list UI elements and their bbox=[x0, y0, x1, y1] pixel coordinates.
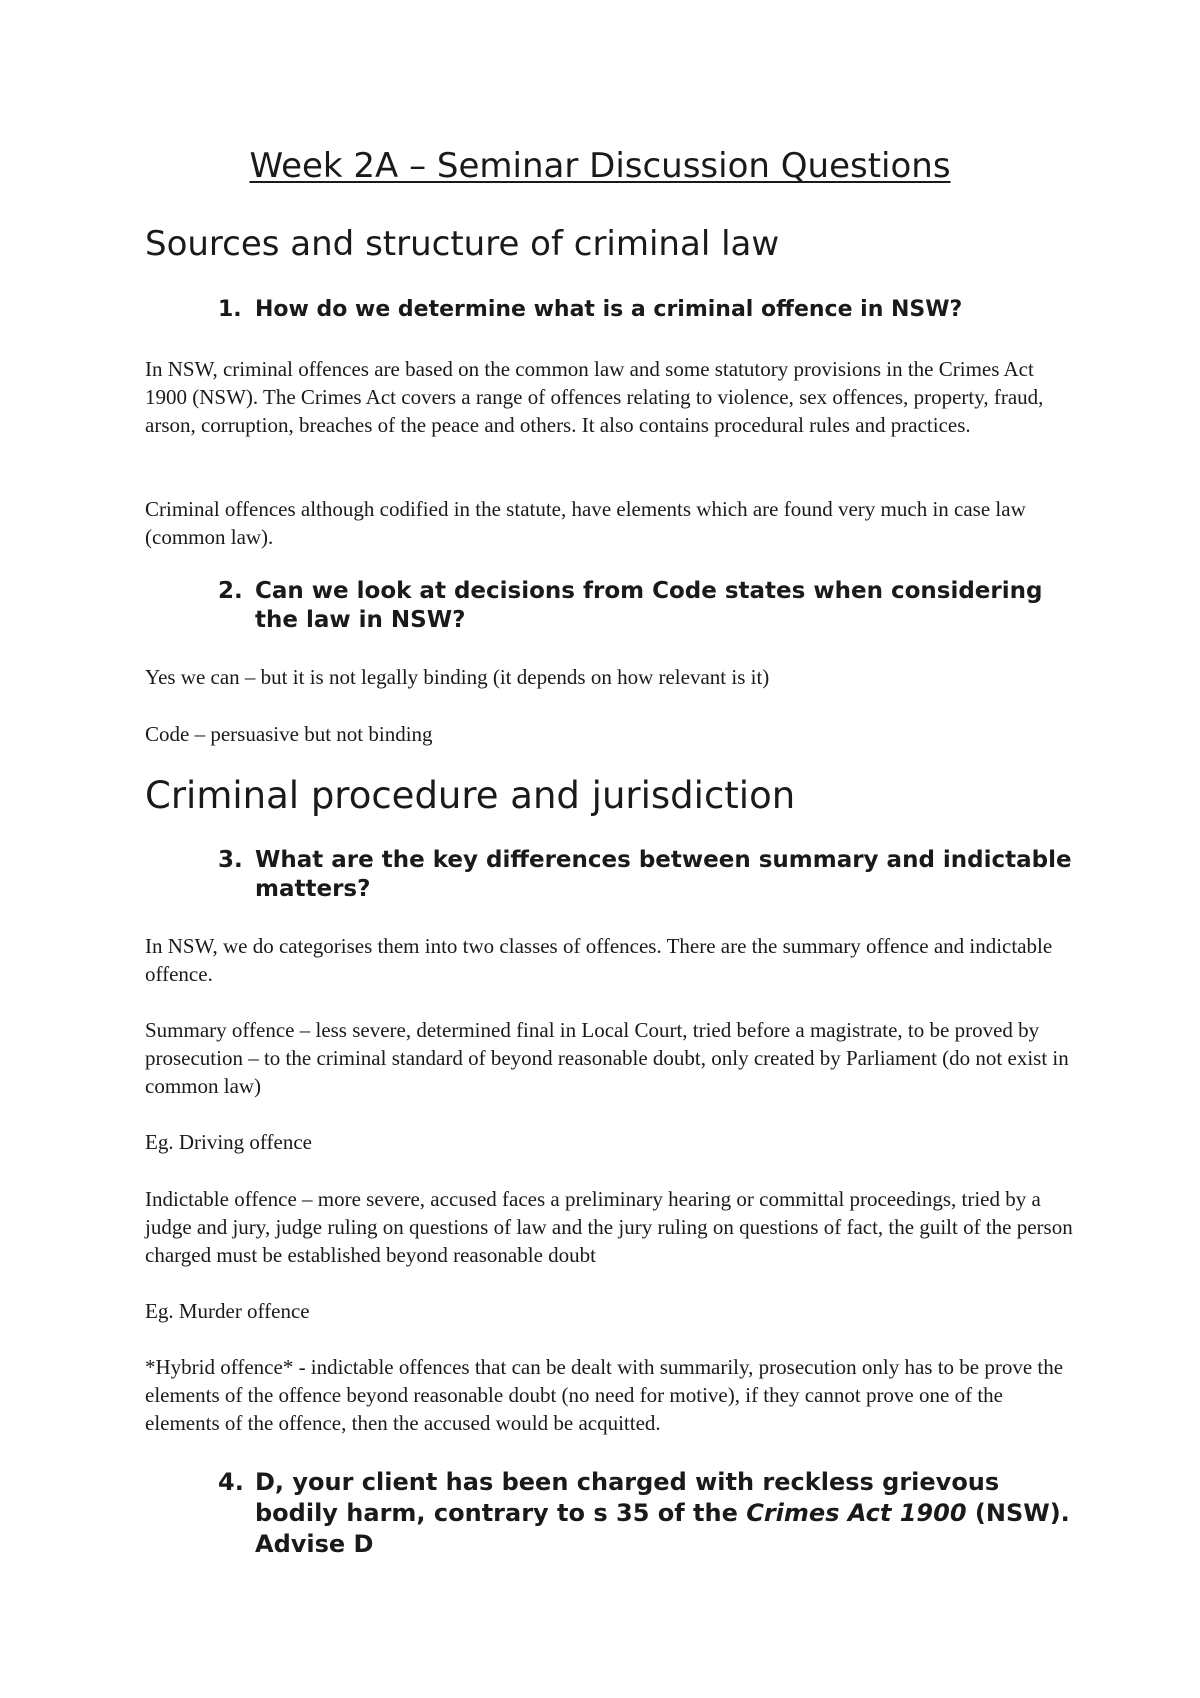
answer-paragraph: Code – persuasive but not binding bbox=[145, 722, 433, 746]
question-number: 4. bbox=[218, 1468, 244, 1496]
answer-paragraph: Criminal offences although codified in the statute, have elements which are found very much in case law (common law). bbox=[145, 497, 1026, 549]
question-text bbox=[255, 1467, 1078, 1560]
question-text: How do we determine what is a criminal offence in NSW? bbox=[255, 297, 963, 322]
question-text: Can we look at decisions from Code states when considering the law in NSW? bbox=[255, 578, 1043, 633]
section-heading-procedure: Criminal procedure and jurisdiction bbox=[145, 774, 796, 817]
question-4 bbox=[218, 1467, 1078, 1560]
question-3 bbox=[218, 846, 1078, 904]
question-1 bbox=[218, 296, 1078, 324]
page-title: Week 2A – Seminar Discussion Questions bbox=[249, 146, 951, 186]
answer-paragraph: Indictable offence – more severe, accused faces a preliminary hearing or committal proceedings, tried by a judge and jury, judge ruling on questions of law and the jury ruling on questions of fact, the guilt of the person charged must be established beyond reasonable doubt bbox=[145, 1187, 1073, 1267]
answer-paragraph: In NSW, criminal offences are based on the common law and some statutory provisions in the Crimes Act 1900 (NSW). The Crimes Act covers a range of offences relating to violence, sex offences, property, fraud, arson, corruption, breaches of the peace and others. It also contains procedural rules and practices. bbox=[145, 357, 1044, 437]
answer-paragraph: In NSW, we do categorises them into two classes of offences. There are the summary offence and indictable offence. bbox=[145, 934, 1053, 986]
answer-paragraph: Eg. Murder offence bbox=[145, 1299, 310, 1323]
question-number: 1. bbox=[218, 297, 242, 322]
question-number: 3. bbox=[218, 847, 243, 873]
question-text-after: (NSW). Advise D bbox=[255, 1499, 1070, 1558]
section-heading-sources: Sources and structure of criminal law bbox=[145, 224, 780, 264]
question-text: What are the key differences between summary and indictable matters? bbox=[255, 847, 1072, 902]
question-2 bbox=[218, 577, 1078, 635]
statute-name: Crimes Act 1900 bbox=[746, 1499, 967, 1527]
answer-paragraph: Eg. Driving offence bbox=[145, 1130, 312, 1154]
answer-paragraph: Summary offence – less severe, determined final in Local Court, tried before a magistrate, to be proved by prosecution – to the criminal standard of beyond reasonable doubt, only created by Parliament (do not exist in common law) bbox=[145, 1018, 1069, 1098]
question-number: 2. bbox=[218, 578, 243, 604]
answer-paragraph: *Hybrid offence* - indictable offences that can be dealt with summarily, prosecution only has to be prove the elements of the offence beyond reasonable doubt (no need for motive), if they cannot prove one of the elements of the offence, then the accused would be acquitted. bbox=[145, 1355, 1064, 1435]
question-text-before: D, your client has been charged with reckless grievous bodily harm, contrary to s 35 of the bbox=[255, 1468, 1000, 1527]
answer-paragraph: Yes we can – but it is not legally binding (it depends on how relevant is it) bbox=[145, 665, 770, 689]
